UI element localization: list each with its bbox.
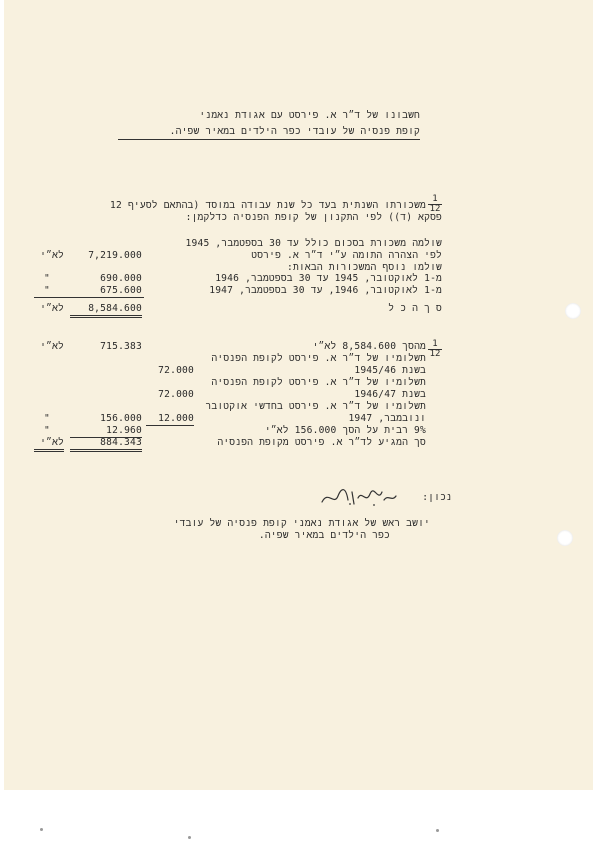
correct-label: נכון: [422, 492, 452, 503]
punch-hole-bottom [557, 530, 573, 546]
intro-fraction-numerator: 1 [428, 195, 442, 205]
part2-row-text: בשנת 1946/47 [354, 389, 426, 400]
scan-speck [40, 828, 43, 831]
part2-row-amount: 156.000 [100, 413, 142, 424]
part2-row-text: ונובמבר, 1947 [348, 413, 426, 424]
part2-row-mid: 72.000 [158, 365, 194, 376]
part1-row-text: שולמה משכורת בסכום כולל עד 30 בספטמבר, 1945 [185, 238, 442, 249]
part2-fraction-numerator: 1 [428, 340, 442, 350]
intro-line-1: משכורתו השנתית בעד כל שנת עבודה במוסד (בהתאם לסעיף 12 [110, 200, 426, 211]
header-line-1: חשבונו של ד״ר א. פירסט עם אגודת נאמני [199, 110, 420, 121]
part2-total-label: סך המגיע לד״ר א. פירסט מקופת הפנסיה [217, 437, 426, 448]
intro-fraction-denominator: 12 [429, 204, 441, 214]
part2-row-text: תשלומיו של ד״ר א. פירסט בחדשי אוקטובר [205, 401, 426, 412]
part1-row-text: שולמו נוסף המשכורות הבאות: [287, 262, 442, 273]
part2-row-unit: לא״י [40, 341, 64, 352]
part2-row-mid: 12.000 [146, 413, 194, 426]
part1-row-unit: לא״י [40, 250, 64, 261]
part1-row-amount: 675.600 [100, 285, 142, 296]
part2-row-text: בשנת 1945/46 [354, 365, 426, 376]
punch-hole-top [565, 303, 581, 319]
part1-row-text: מ-1 לאוקטובר, 1945 עד 30 בספטמבר, 1946 [215, 273, 442, 284]
part1-total-unit: לא״י [40, 303, 64, 314]
signature [318, 484, 398, 510]
part1-row-amount: 7,219.000 [88, 250, 142, 261]
part2-row-unit: " [44, 425, 50, 436]
part2-total-unit: לא״י [34, 437, 64, 452]
part2-row-amount: 12.960 [70, 425, 142, 438]
part2-row-text: תשלומיו של ד״ר א. פירסט לקופת הפנסיה [211, 377, 426, 388]
signer-line-2: כפר הילדים במאיר שפיה. [258, 530, 390, 541]
part2-total-amount: 884.343 [70, 437, 142, 452]
part1-total-label: ס ך ה כ ל [388, 303, 442, 314]
part1-row-unit: " [44, 273, 50, 284]
header-line-2: קופת פנסיה של עובדי כפר הילדים במאיר שפיה. [118, 126, 420, 140]
part2-fraction-denominator: 12 [429, 349, 441, 359]
part1-row-unit: " [44, 285, 50, 296]
part2-row-text: מהסך 8,584.600 לא״י [312, 341, 426, 352]
part2-row-mid: 72.000 [158, 389, 194, 400]
scan-speck [188, 836, 191, 839]
signer-line-1: יושב ראש של אגודת נאמני קופת פנסיה של עובדי [173, 518, 430, 529]
part2-row-amount: 715.383 [100, 341, 142, 352]
part1-total-amount: 8,584.600 [70, 303, 142, 318]
scan-speck [436, 829, 439, 832]
part2-row-unit: " [44, 413, 50, 424]
part1-row-amount: 690.000 [100, 273, 142, 284]
part1-subtotal-rule [34, 297, 144, 298]
part1-row-text: מ-1 לאוקטובר, 1946, עד 30 בספטמבר, 1947 [209, 285, 442, 296]
part2-fraction [428, 340, 442, 359]
part2-row-text: 9% רבית על הסך 156.000 לא״י [264, 425, 426, 436]
part1-row-text: לפי הצהרה התומה ע״י ד״ר א. פירסט [251, 250, 442, 261]
intro-line-2: פסקא (ד)) לפי התקנון של קופת הפנסיה כדלקמן: [185, 212, 442, 223]
part2-row-text: תשלומיו של ד״ר א. פירסט לקופת הפנסיה [211, 353, 426, 364]
